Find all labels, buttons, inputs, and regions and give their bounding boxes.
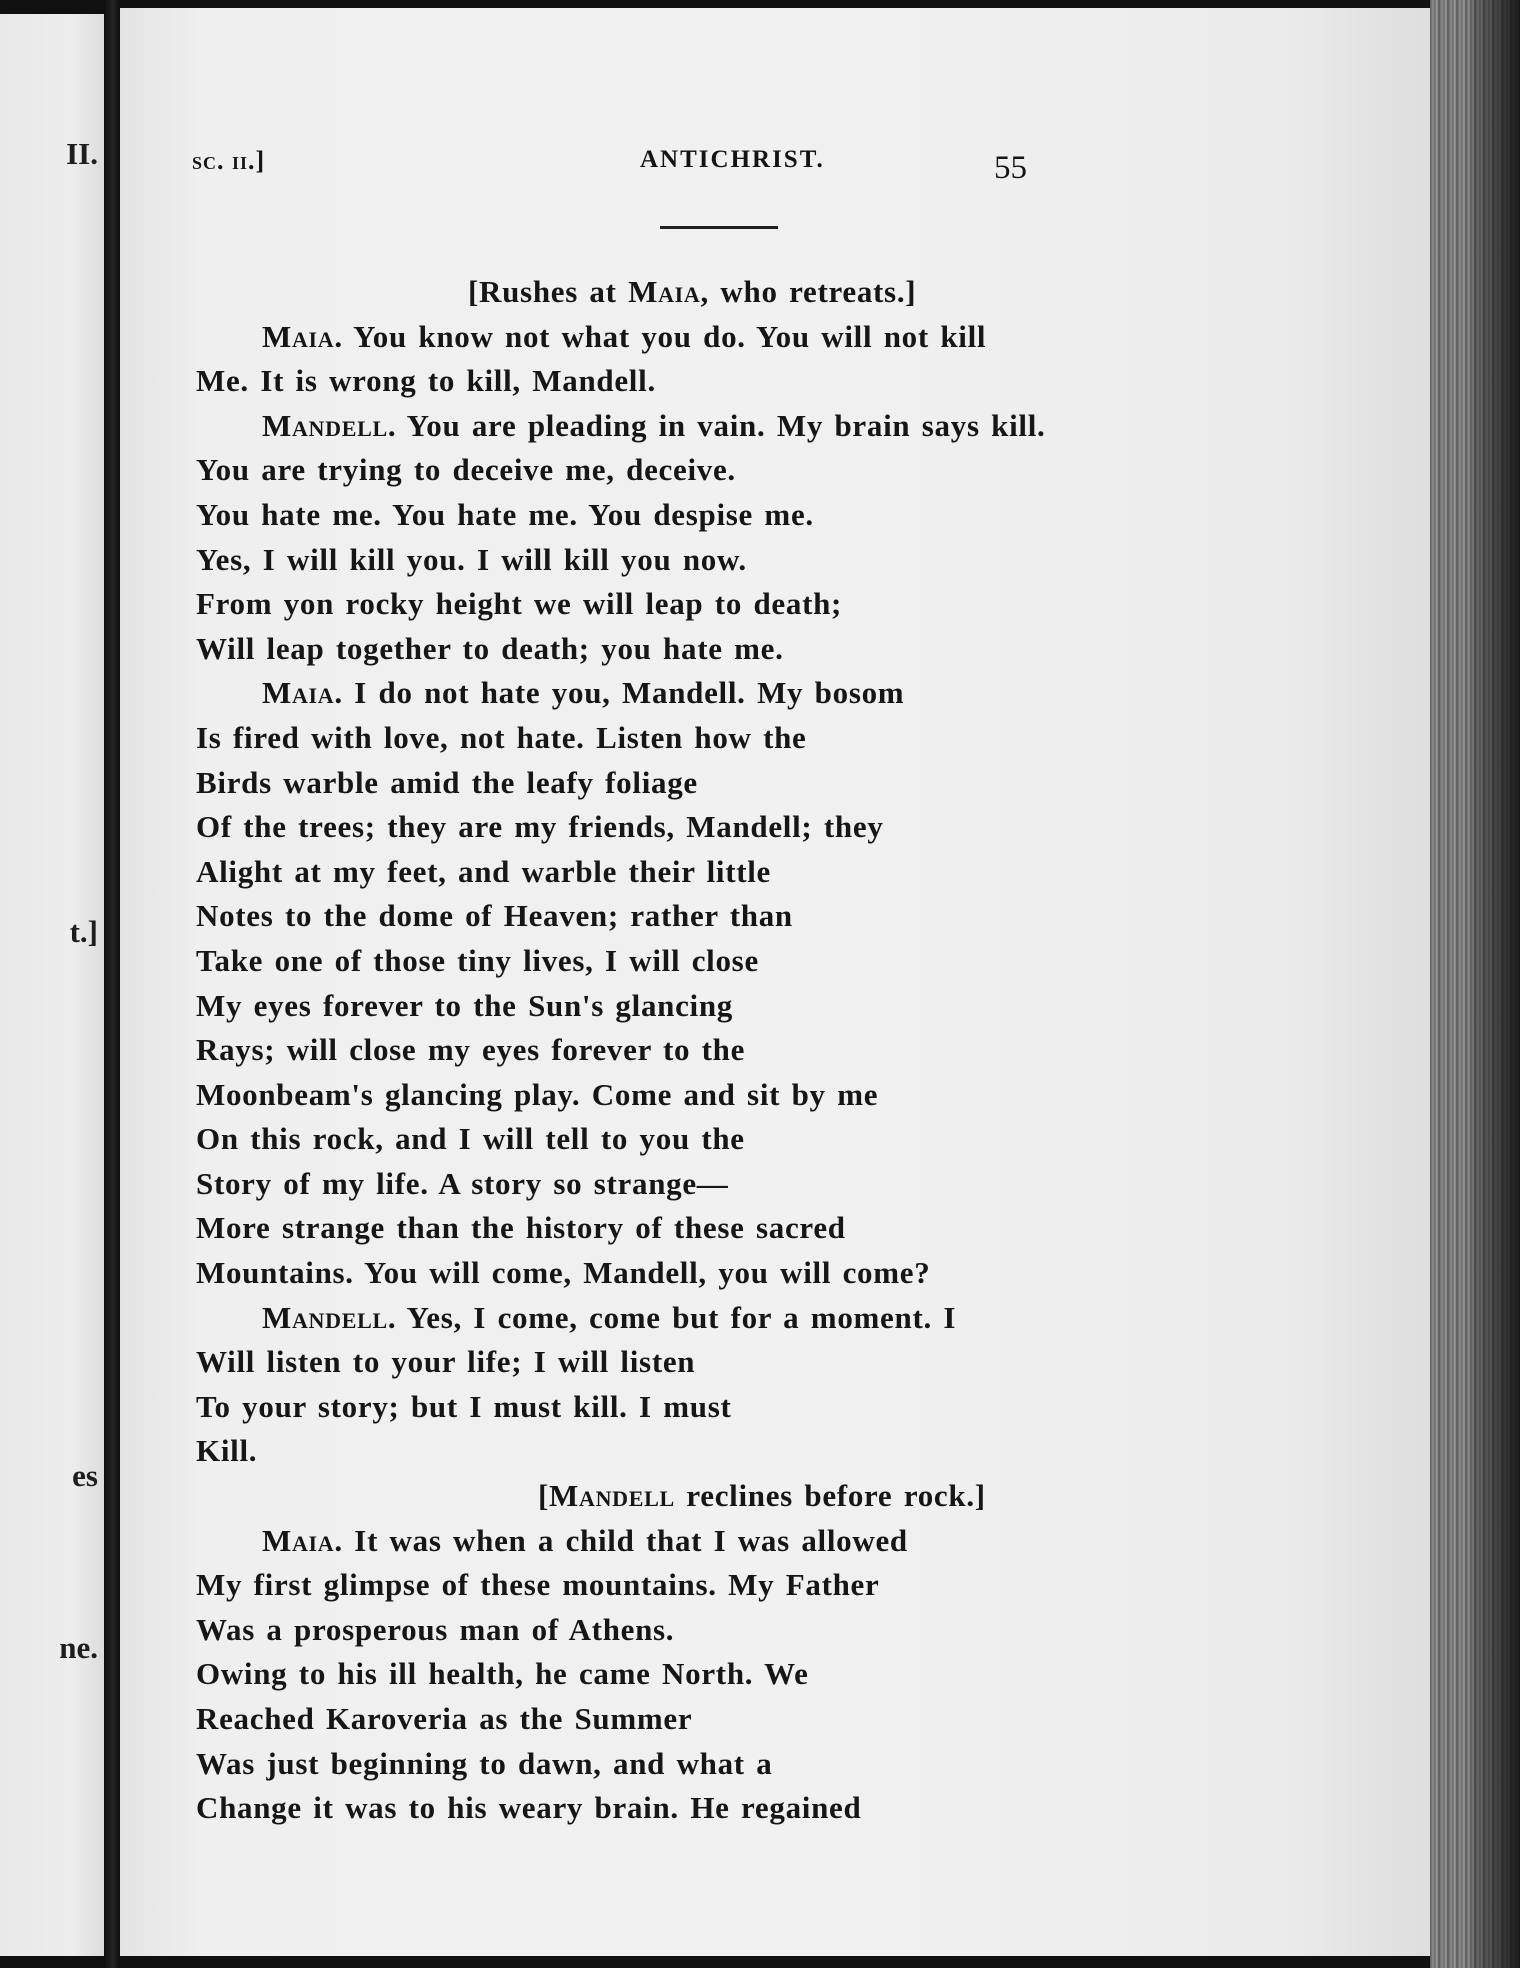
page-stack-edge: [1430, 0, 1520, 1968]
character-name: Maia: [628, 274, 701, 309]
speaker-name: Maia.: [262, 1522, 343, 1558]
speech-start: [196, 404, 1045, 449]
verse-line: Kill.: [196, 1433, 258, 1469]
stage-direction-text: [: [538, 1478, 550, 1514]
verse-line: You hate me. You hate me. You despise me.: [196, 496, 814, 532]
character-name: Mandell: [549, 1478, 675, 1514]
verse-line: On this rock, and I will tell to you the: [196, 1121, 745, 1157]
prev-page-fragment: II.: [66, 136, 98, 171]
verse-line: Birds warble amid the leafy foliage: [196, 764, 698, 800]
header-rule: [660, 226, 778, 229]
verse-line: Moonbeam's glancing play. Come and sit by me: [196, 1076, 879, 1112]
verse-line: Was just beginning to dawn, and what a: [196, 1745, 773, 1781]
verse-line: Rays; will close my eyes forever to the: [196, 1032, 746, 1068]
verse-line: My first glimpse of these mountains. My Father: [196, 1567, 880, 1603]
speaker-name: Mandell.: [262, 407, 397, 443]
verse-line: Alight at my feet, and warble their little: [196, 853, 772, 889]
verse-line: Was a prosperous man of Athens.: [196, 1611, 675, 1647]
verse-line: Take one of those tiny lives, I will close: [196, 942, 759, 978]
verse-line: You are trying to deceive me, deceive.: [196, 452, 736, 488]
verse-line: Notes to the dome of Heaven; rather than: [196, 898, 793, 934]
verse-line: Yes, I will kill you. I will kill you now.: [196, 541, 747, 577]
stage-direction-text: [Rushes at: [468, 274, 629, 309]
verse-text: You are pleading in vain. My brain says kill.: [396, 407, 1046, 443]
verse-line: Reached Karoveria as the Summer: [196, 1701, 693, 1736]
stage-direction-text: , who retreats.]: [700, 274, 917, 309]
speech-start: [196, 1519, 1045, 1564]
running-head-title: ANTICHRIST.: [640, 146, 825, 173]
stage-direction: [196, 1474, 1045, 1519]
speech-start: [196, 671, 1045, 716]
verse-line: Will listen to your life; I will listen: [196, 1344, 696, 1380]
page-number: 55: [994, 150, 1027, 186]
speaker-name: Maia.: [262, 675, 343, 711]
verse-line: Story of my life. A story so strange—: [196, 1165, 729, 1201]
verse-line: Of the trees; they are my friends, Mandell; they: [196, 809, 884, 845]
verse-text: Yes, I come, come but for a moment. I: [396, 1299, 957, 1335]
speaker-name: Maia.: [262, 318, 343, 354]
prev-page-fragment: es: [72, 1458, 98, 1493]
verse-text: It was when a child that I was allowed: [342, 1522, 908, 1558]
book-gutter: [104, 0, 120, 1968]
stage-direction-text: reclines before rock.]: [674, 1478, 986, 1514]
prev-page-fragment: t.]: [69, 914, 98, 949]
verse-line: To your story; but I must kill. I must: [196, 1388, 732, 1424]
previous-page-edge: [0, 14, 104, 1956]
verse-line: Is fired with love, not hate. Listen how the: [196, 719, 807, 755]
book-page: [120, 8, 1430, 1956]
play-text: [196, 270, 1045, 1831]
speaker-name: Mandell.: [262, 1299, 397, 1335]
speech-start: [196, 1296, 1045, 1341]
verse-line: My eyes forever to the Sun's glancing: [196, 987, 733, 1023]
verse-text: You know not what you do. You will not kill: [342, 318, 987, 354]
verse-line: Mountains. You will come, Mandell, you will come?: [196, 1255, 931, 1291]
prev-page-fragment: ne.: [59, 1630, 98, 1665]
speech-start: [196, 315, 1045, 360]
verse-line: Will leap together to death; you hate me.: [196, 630, 784, 666]
verse-line: Owing to his ill health, he came North. We: [196, 1656, 809, 1692]
verse-text: I do not hate you, Mandell. My bosom: [342, 675, 905, 711]
verse-line: From yon rocky height we will leap to death;: [196, 586, 843, 622]
verse-line: More strange than the history of these sacred: [196, 1210, 846, 1246]
verse-line: Change it was to his weary brain. He regained: [196, 1790, 862, 1826]
stage-direction: [196, 270, 1045, 315]
running-head-scene: sc. ii.]: [192, 146, 266, 175]
verse-line: Me. It is wrong to kill, Mandell.: [196, 363, 656, 399]
